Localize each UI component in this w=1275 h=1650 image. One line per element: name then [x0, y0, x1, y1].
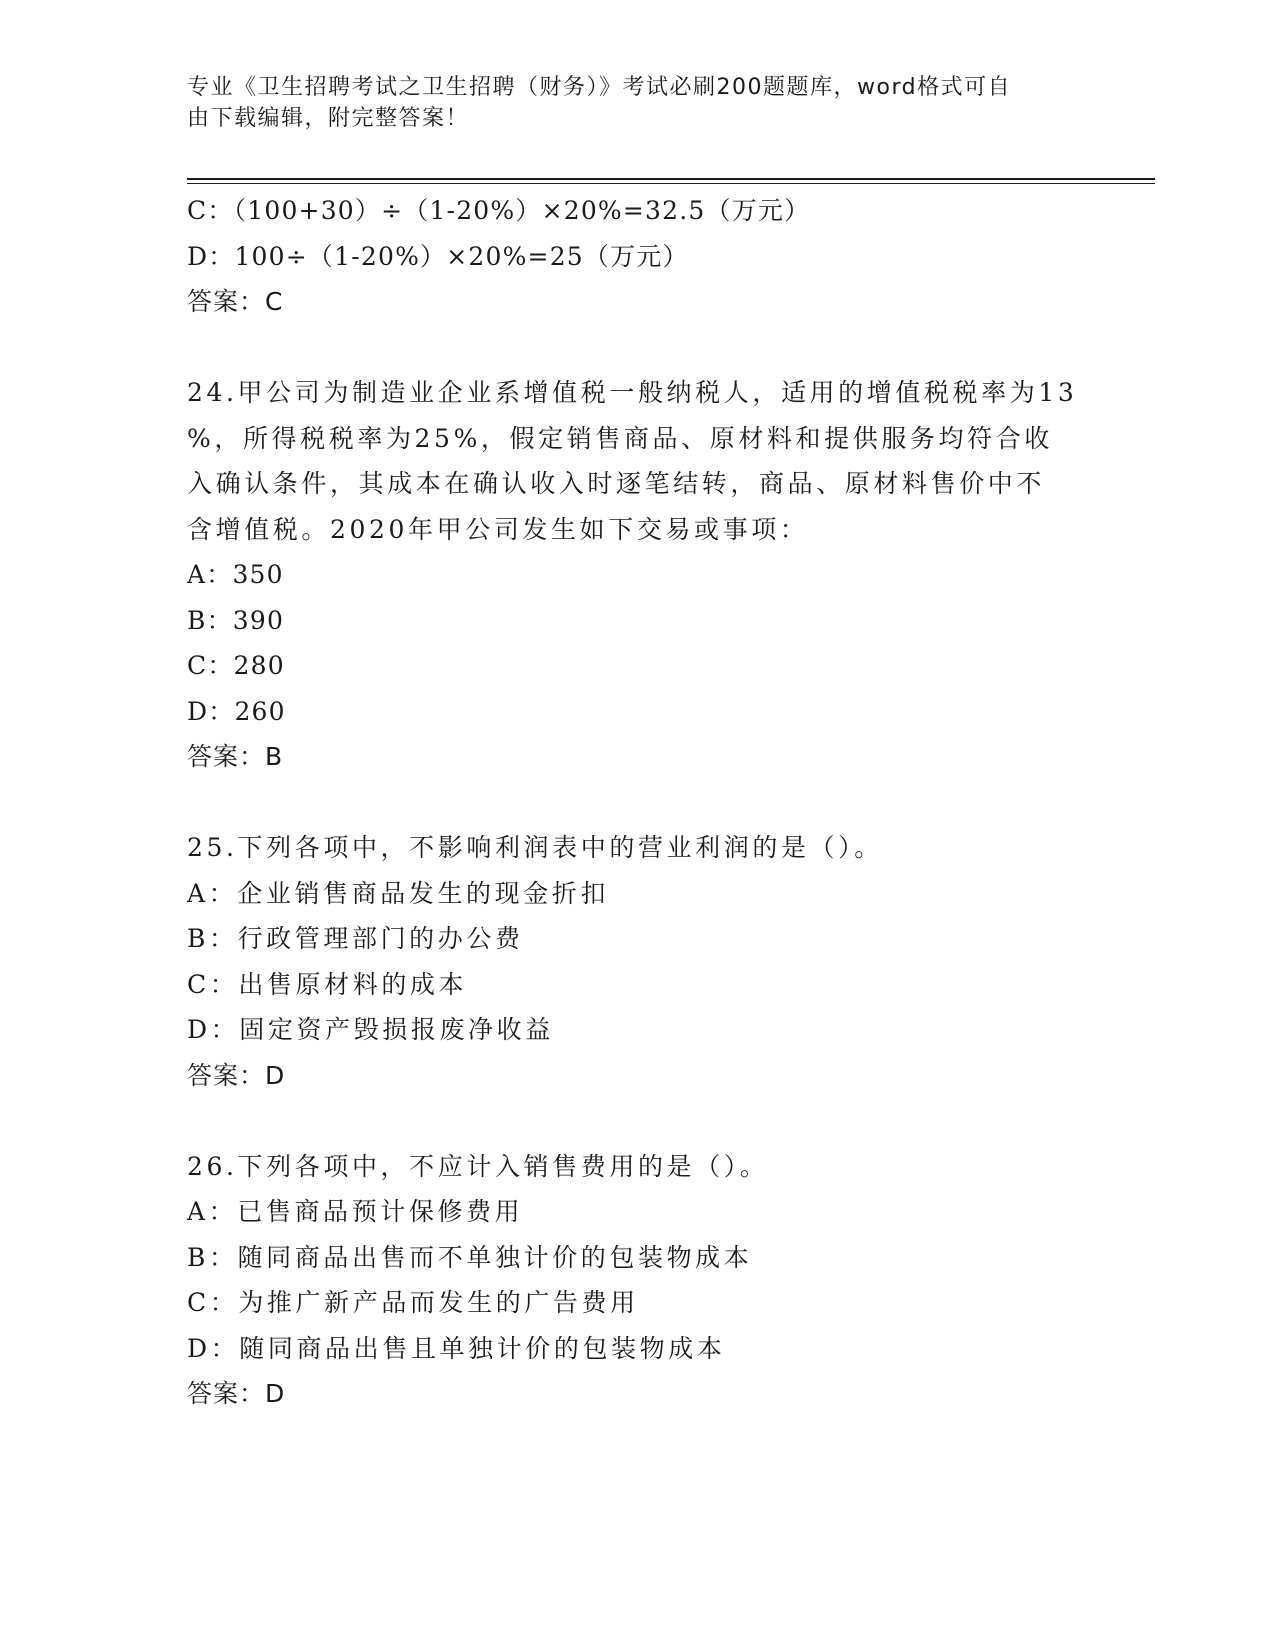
- option-a: A：350: [187, 560, 284, 589]
- question-26: [187, 1144, 1087, 1417]
- question-25: [187, 825, 1087, 1098]
- option-c: C：为推广新产品而发生的广告费用: [187, 1288, 639, 1317]
- header-rule-thin: [187, 183, 1155, 184]
- header-rule-thick: [187, 178, 1155, 180]
- spacer: [187, 1098, 1087, 1144]
- answer-line: 答案：C: [187, 287, 284, 316]
- option-c: C：出售原材料的成本: [187, 969, 468, 999]
- document-body: [187, 188, 1087, 1417]
- option-c: C：280: [187, 651, 285, 680]
- option-b: B：随同商品出售而不单独计价的包装物成本: [187, 1242, 753, 1272]
- option-a: A：企业销售商品发生的现金折扣: [187, 878, 610, 908]
- option-d: D：260: [187, 696, 286, 726]
- option-a: A：已售商品预计保修费用: [187, 1197, 524, 1226]
- answer-line: 答案：D: [187, 1379, 286, 1408]
- option-c: C：（100+30）÷（1-20%）×20%=32.5（万元）: [187, 196, 811, 225]
- header-line-1: 专业《卫生招聘考试之卫生招聘（财务）》考试必刷200题题库，word格式可自: [187, 75, 1012, 100]
- question-24: [187, 370, 1087, 780]
- option-b: B：行政管理部门的办公费: [187, 924, 524, 953]
- spacer: [187, 780, 1087, 826]
- question-stem-line: 含增值税。2020年甲公司发生如下交易或事项：: [187, 514, 809, 544]
- question-stem-line: %，所得税税率为25%，假定销售商品、原材料和提供服务均符合收: [187, 423, 1053, 453]
- option-d: D：100÷（1-20%）×20%=25（万元）: [187, 241, 689, 271]
- question-stem-line: 24.甲公司为制造业企业系增值税一般纳税人，适用的增值税税率为13: [187, 378, 1078, 407]
- spacer: [187, 325, 1087, 371]
- answer-line: 答案：B: [187, 742, 284, 771]
- question-stem: 25.下列各项中，不影响利润表中的营业利润的是（）。: [187, 833, 883, 862]
- option-d: D：随同商品出售且单独计价的包装物成本: [187, 1333, 726, 1363]
- question-stem: 26.下列各项中，不应计入销售费用的是（）。: [187, 1151, 769, 1181]
- option-b: B：390: [187, 605, 285, 635]
- document-header: [187, 72, 1057, 134]
- question-stem-line: 入确认条件，其成本在确认收入时逐笔结转，商品、原材料售价中不: [187, 469, 1046, 498]
- option-d: D：固定资产毁损报废净收益: [187, 1015, 554, 1044]
- header-line-2: 由下载编辑，附完整答案！: [187, 106, 470, 131]
- answer-line: 答案：D: [187, 1060, 286, 1090]
